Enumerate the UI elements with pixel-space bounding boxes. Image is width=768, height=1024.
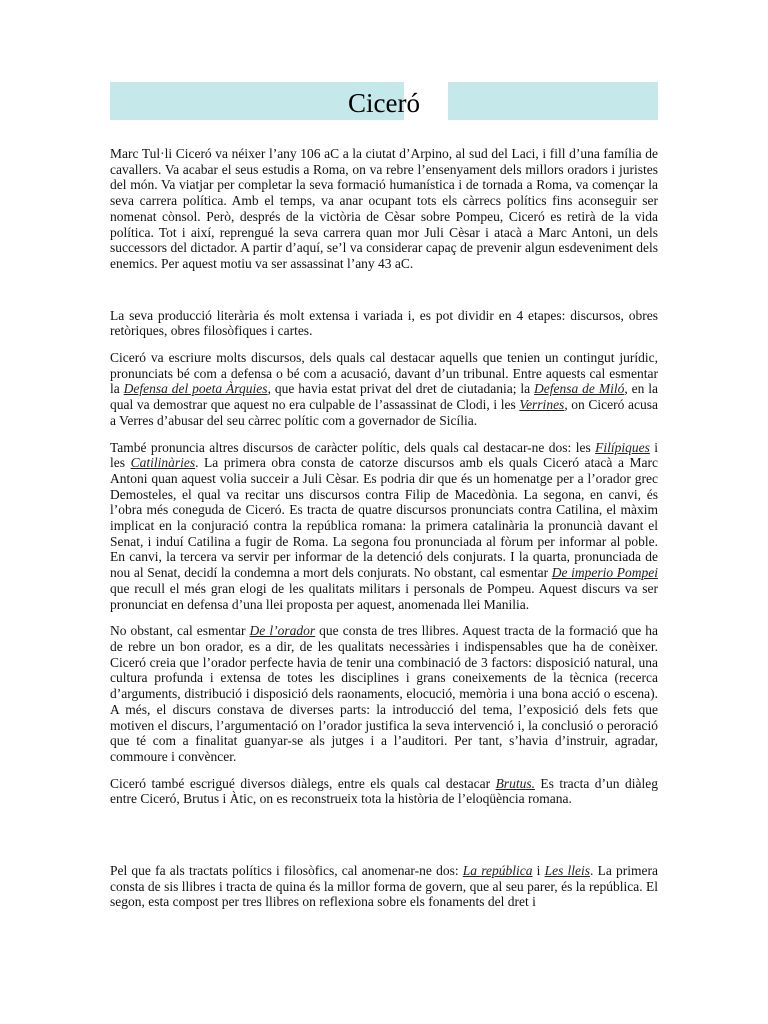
text-segment: També pronuncia altres discursos de caràcter polític, dels quals cal destacar-ne dos: les (110, 439, 596, 455)
work-reference-link[interactable]: Filípiques (595, 439, 650, 455)
text-segment: . La primera consta de sis llibres i tracta de quina és la millor forma de govern, que al seu parer, és la república. El segon, esta compost per tres llibres on reflexiona sobre els fonaments del dret i (110, 863, 658, 910)
page-title: Ciceró (348, 88, 420, 118)
text-segment: i les (110, 439, 658, 471)
paragraph-de-oratore (110, 623, 658, 764)
text-segment: que consta de tres llibres. Aquest tracta de la formació que ha de rebre un bon orador, es a dir, de les qualitats necessàries i indispensables que ha de conèixer. Ciceró creia que l’orador perfecte havia de tenir una combinació de 3 factors: disposició natural, una cultura profunda i extensa de totes les disciplines i grans coneixements de la tècnica (recerca d’arguments, distribució i disposició dels raonaments, elocució, memòria i una bona acció o escena). A més, el discurs constava de diverses parts: la introducció del tema, l’exposició dels fets que motiven el discurs, l’argumentació on l’orador justifica la seva intervenció i, la conclusió o peroració que té com a finalitat guanyar-se als jutges i a l’auditori. Per tant, s’havia d’instruir, agradar, commoure i convèncer. (110, 623, 658, 764)
work-reference-link[interactable]: La república (462, 863, 533, 879)
paragraph-literary-production: La seva producció literària és molt extensa i variada i, es pot dividir en 4 etapes: discursos, obres retòriques, obres filosòfiques i cartes. (110, 307, 658, 339)
text-segment: Ciceró també escrigué diversos diàlegs, entre els quals cal destacar (110, 775, 496, 791)
work-reference-link[interactable]: Verrines (519, 397, 565, 413)
work-reference-link[interactable]: Defensa de Miló (534, 381, 625, 397)
work-reference-link[interactable]: Defensa del poeta Àrquies (123, 381, 268, 397)
paragraph-treatises (110, 863, 658, 910)
paragraph-dialogues (110, 776, 658, 807)
text-segment: Es tracta d’un diàleg entre Ciceró, Brutus i Àtic, on es reconstrueix tota la història de l’eloqüència romana. (110, 775, 658, 807)
text-segment: , en la qual va demostrar que aquest no era culpable de l’assassinat de Clodi, i les (110, 381, 658, 413)
work-reference-link[interactable]: De l’orador (249, 623, 316, 639)
text-segment: i (532, 863, 545, 879)
paragraph-biography: Marc Tul·li Ciceró va néixer l’any 106 aC a la ciutat d’Arpino, al sud del Laci, i fill d’una família de cavallers. Va acabar el seus estudis a Roma, on va rebre l’ensenyament dels millors oradors i juristes del món. Va viatjar per completar la seva formació humanística i de tornada a Roma, va començar la seva carrera política. Amb el temps, va anar ocupant tots els càrrecs polítics fins aconseguir ser nomenat cònsol. Però, després de la victòria de Cèsar sobre Pompeu, Ciceró es retirà de la vida política. Tot i així, reprengué la seva carrera quan mor Juli Cèsar i atacà a Marc Antoni, un dels successors del dictador. A partir d’aquí, se’l va considerar capaç de prevenir algun esdeveniment dels enemics. Per aquest motiu va ser assassinat l’any 43 aC. (110, 146, 658, 271)
text-segment: , on Ciceró acusa a Verres d’abusar del seu càrrec polític com a governador de Sicília. (110, 397, 658, 428)
work-reference-link[interactable]: Brutus. (495, 775, 535, 791)
text-segment: que recull el més gran elogi de les qualitats militars i personals de Pompeu. Aquest discurs va ser pronunciat en defensa d’una llei proposta per aquest, anomenada llei Manilia. (110, 580, 658, 612)
work-reference-link[interactable]: De imperio Pompei (551, 565, 658, 581)
text-segment: No obstant, cal esmentar (110, 623, 250, 639)
work-reference-link[interactable]: Catilinàries (130, 455, 196, 471)
paragraph-judicial-speeches (110, 350, 658, 429)
paragraph-political-speeches (110, 440, 658, 613)
text-segment: Pel que fa als tractats polítics i filosòfics, cal anomenar-ne dos: (110, 863, 463, 879)
text-segment: Ciceró va escriure molts discursos, dels quals cal destacar aquells que tenien un contingut jurídic, pronunciats bé com a defensa o bé com a acusació, davant d’un tribunal. Entre aquests cal esmentar la (110, 350, 658, 397)
text-segment: . La primera obra consta de catorze discursos amb els quals Ciceró atacà a Marc Antoni quan aquest volia succeir a Juli Cèsar. Es podria dir que és un homenatge per a l’orador grec Demosteles, el qual va recitar uns discursos contra Filip de Macedònia. La segona, en canvi, és l’obra més coneguda de Ciceró. Es tracta de quatre discursos pronunciats contra Catilina, el màxim implicat en la conjuració contra la república romana: la primera catalinària la pronuncià davant el Senat, i induí Catilina a fugir de Roma. La segona fou pronunciada al fòrum per informar al poble. En canvi, la tercera va servir per informar de la detenció dels conjurats. I la quarta, pronunciada de nou al Senat, decidí la condemna a mort dels conjurats. No obstant, cal esmentar (110, 455, 659, 581)
document-body (110, 146, 658, 910)
work-reference-link[interactable]: Les lleis (544, 863, 591, 879)
text-segment: , que havia estat privat del dret de ciutadania; la (267, 381, 535, 397)
